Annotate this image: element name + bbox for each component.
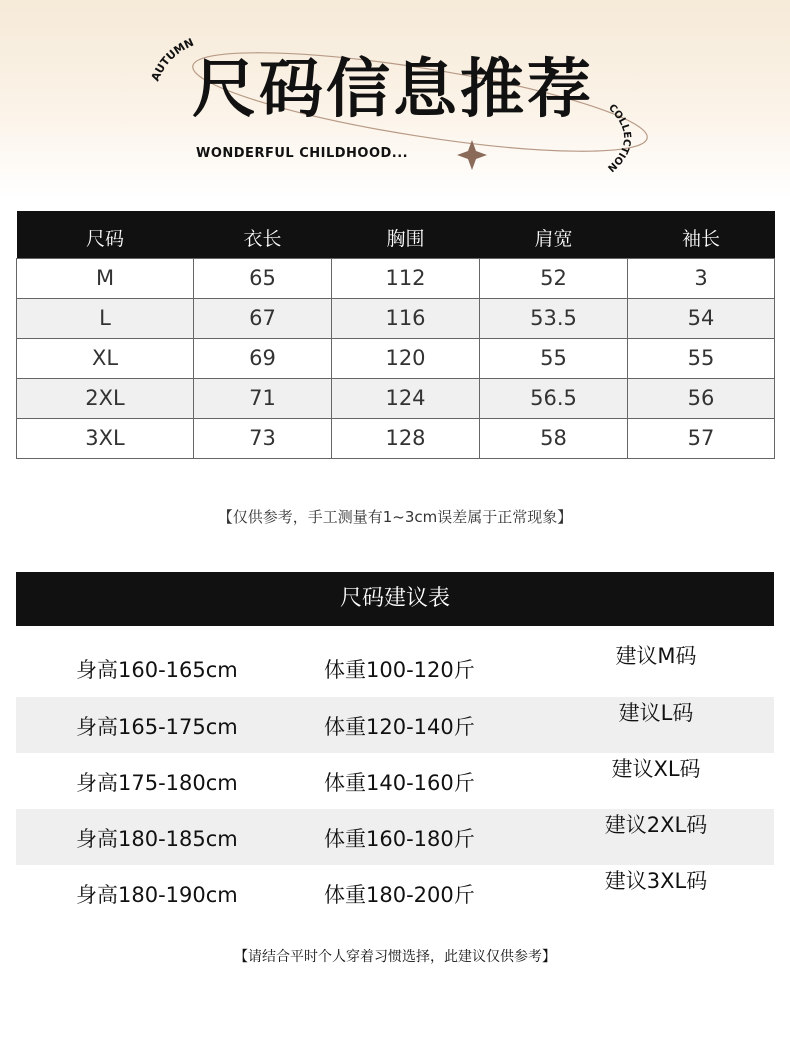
height-range: 身高180-190cm [76, 883, 238, 907]
table-cell: 54 [628, 298, 775, 338]
col-header: 胸围 [332, 211, 480, 258]
height-range: 身高160-165cm [76, 658, 238, 682]
svg-text:AUTUMN [149, 36, 196, 83]
measurement-note: 【仅供参考，手工测量有1~3cm误差属于正常现象】 [217, 508, 573, 526]
height-range: 身高175-180cm [76, 771, 238, 795]
table-cell: 2XL [17, 378, 194, 418]
col-header: 袖长 [628, 211, 775, 258]
col-header: 衣长 [194, 211, 332, 258]
table-cell: XL [17, 338, 194, 378]
table-cell: 3XL [17, 418, 194, 458]
table-cell: 55 [480, 338, 628, 378]
size-table-header [17, 211, 775, 258]
size-table [16, 211, 775, 459]
svg-text:COLLECTION [605, 102, 632, 173]
table-cell: 56.5 [480, 378, 628, 418]
table-row [17, 418, 775, 458]
col-header: 尺码 [17, 211, 194, 258]
table-cell: 116 [332, 298, 480, 338]
table-cell: 67 [194, 298, 332, 338]
table-cell: 56 [628, 378, 775, 418]
table-cell: 53.5 [480, 298, 628, 338]
table-cell: 128 [332, 418, 480, 458]
recommend-row [16, 809, 774, 865]
autumn-arc-text: AUTUMN [148, 35, 196, 84]
size-suggestion: 建议3XL码 [604, 869, 708, 893]
size-suggestion: 建议L码 [618, 701, 694, 725]
selection-note: 【请结合平时个人穿着习惯选择，此建议仅供参考】 [234, 949, 556, 965]
table-row [17, 378, 775, 418]
weight-range: 体重100-120斤 [324, 658, 475, 682]
weight-range: 体重140-160斤 [324, 771, 475, 795]
height-range: 身高165-175cm [76, 715, 238, 739]
table-cell: L [17, 298, 194, 338]
weight-range: 体重160-180斤 [324, 827, 475, 851]
table-cell: M [17, 258, 194, 298]
table-cell: 55 [628, 338, 775, 378]
table-cell: 124 [332, 378, 480, 418]
table-cell: 65 [194, 258, 332, 298]
recommend-row [16, 640, 774, 696]
table-row [17, 338, 775, 378]
recommend-row [16, 697, 774, 753]
table-cell: 57 [628, 418, 775, 458]
page-title: 尺码信息推荐 [192, 53, 594, 127]
table-cell: 52 [480, 258, 628, 298]
recommend-row [16, 753, 774, 809]
height-range: 身高180-185cm [76, 827, 238, 851]
page-subtitle: WONDERFUL CHILDHOOD... [196, 146, 409, 161]
table-row [17, 258, 775, 298]
size-suggestion: 建议XL码 [611, 757, 701, 781]
table-cell: 71 [194, 378, 332, 418]
size-suggestion: 建议2XL码 [604, 813, 708, 837]
table-cell: 73 [194, 418, 332, 458]
table-cell: 58 [480, 418, 628, 458]
recommend-row [16, 865, 774, 921]
weight-range: 体重180-200斤 [324, 883, 475, 907]
table-cell: 120 [332, 338, 480, 378]
weight-range: 体重120-140斤 [324, 715, 475, 739]
table-row [17, 298, 775, 338]
table-cell: 69 [194, 338, 332, 378]
table-cell: 3 [628, 258, 775, 298]
col-header: 肩宽 [480, 211, 628, 258]
collection-arc-text: COLLECTION [604, 102, 633, 174]
table-cell: 112 [332, 258, 480, 298]
size-suggestion: 建议M码 [615, 644, 697, 668]
recommend-table-title: 尺码建议表 [16, 572, 774, 626]
